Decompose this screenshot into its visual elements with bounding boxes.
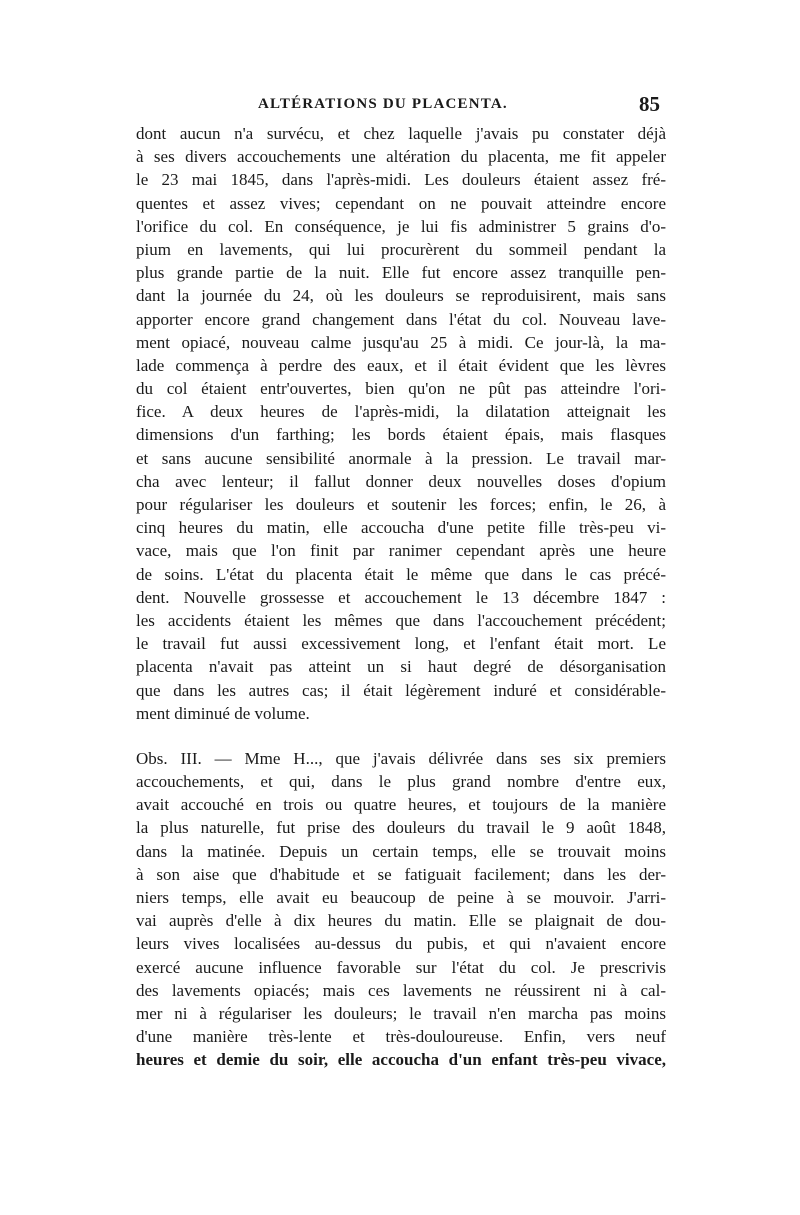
text-line: dimensions d'un farthing; les bords étaient épais, mais flasques — [136, 425, 666, 445]
text-line: cha avec lenteur; il fallut donner deux nouvelles doses d'opium — [136, 471, 666, 491]
text-line: plus grande partie de la nuit. Elle fut encore assez tranquille pen- — [136, 263, 666, 283]
text-line: dont aucun n'a survécu, et chez laquelle j'avais pu constater déjà — [136, 124, 666, 143]
text-line: mer ni à régulariser les douleurs; le travail n'en marcha pas moins — [136, 1003, 666, 1023]
page-number: 85 — [639, 92, 660, 116]
text-line: quentes et assez vives; cependant on ne pouvait atteindre encore — [136, 193, 666, 213]
text-line: dans la matinée. Depuis un certain temps, elle se trouvait moins — [136, 841, 666, 861]
text-line: exercé aucune influence favorable sur l'état du col. Je prescrivis — [136, 957, 666, 977]
text-line: les accidents étaient les mêmes que dans l'accouchement précédent; — [136, 610, 666, 630]
text-line: niers temps, elle avait eu beaucoup de peine à se mouvoir. J'arri- — [136, 888, 666, 907]
text-line: de soins. L'état du placenta était le même que dans le cas précé- — [136, 564, 666, 584]
text-line: ment diminué de volume. — [136, 703, 310, 723]
text-line: dent. Nouvelle grossesse et accouchement le 13 décembre 1847 : — [136, 587, 666, 607]
text-line: ment opiacé, nouveau calme jusqu'au 25 à midi. Ce jour-là, la ma- — [136, 332, 666, 352]
text-line: le 23 mai 1845, dans l'après-midi. Les douleurs étaient assez fré- — [136, 170, 666, 190]
text-line: avait accouché en trois ou quatre heures, et toujours de la manière — [136, 795, 666, 815]
text-line: accouchements, et qui, dans le plus grand nombre d'entre eux, — [136, 772, 666, 792]
text-line: dant la journée du 24, où les douleurs se reproduisirent, mais sans — [136, 286, 666, 306]
text-line: vace, mais que l'on finit par ranimer cependant après une heure — [136, 541, 666, 561]
text-line: lade commença à perdre des eaux, et il était évident que les lèvres — [136, 355, 666, 375]
paragraph-gap — [136, 725, 666, 747]
text-line: à son aise que d'habitude et se fatiguait facilement; dans les der- — [136, 864, 666, 884]
running-title: ALTÉRATIONS DU PLACENTA. — [258, 96, 508, 112]
text-line: Obs. III. — Mme H..., que j'avais délivrée dans ses six premiers — [136, 748, 666, 768]
text-line: et sans aucune sensibilité anormale à la pression. Le travail mar- — [136, 448, 666, 468]
text-line: leurs vives localisées au-dessus du pubis, et qui n'avaient encore — [136, 934, 666, 954]
text-line: pium en lavements, qui lui procurèrent du sommeil pendant la — [136, 239, 666, 259]
text-line: vai auprès d'elle à dix heures du matin. Elle se plaignait de dou- — [136, 911, 666, 931]
paragraph-1 — [136, 122, 666, 725]
text-line: apporter encore grand changement dans l'état du col. Nouveau lave- — [136, 309, 666, 329]
text-line: à ses divers accouchements une altération du placenta, me fit appeler — [136, 147, 666, 167]
text-line: fice. A deux heures de l'après-midi, la dilatation atteignait les — [136, 402, 666, 422]
page-header — [136, 92, 666, 122]
text-line: l'orifice du col. En conséquence, je lui fis administrer 5 grains d'o- — [136, 216, 666, 236]
text-line: des lavements opiacés; mais ces lavements ne réussirent ni à cal- — [136, 980, 666, 1000]
text-line: cinq heures du matin, elle accoucha d'une petite fille très-peu vi- — [136, 518, 666, 538]
text-line: placenta n'avait pas atteint un si haut degré de désorganisation — [136, 657, 666, 677]
text-line: la plus naturelle, fut prise des douleurs du travail le 9 août 1848, — [136, 818, 666, 838]
text-line: d'une manière très-lente et très-douloureuse. Enfin, vers neuf — [136, 1027, 666, 1047]
document-page — [136, 92, 666, 1072]
text-line: du col étaient entr'ouvertes, bien qu'on ne pût pas atteindre l'ori- — [136, 379, 666, 399]
text-line: que dans les autres cas; il était légèrement induré et considérable- — [136, 680, 666, 700]
text-line: pour régulariser les douleurs et soutenir les forces; enfin, le 26, à — [136, 495, 666, 514]
paragraph-2 — [136, 747, 666, 1072]
text-line: le travail fut aussi excessivement long, et l'enfant était mort. Le — [136, 634, 666, 654]
text-line: heures et demie du soir, elle accoucha d'un enfant très-peu vivace, — [136, 1050, 666, 1070]
